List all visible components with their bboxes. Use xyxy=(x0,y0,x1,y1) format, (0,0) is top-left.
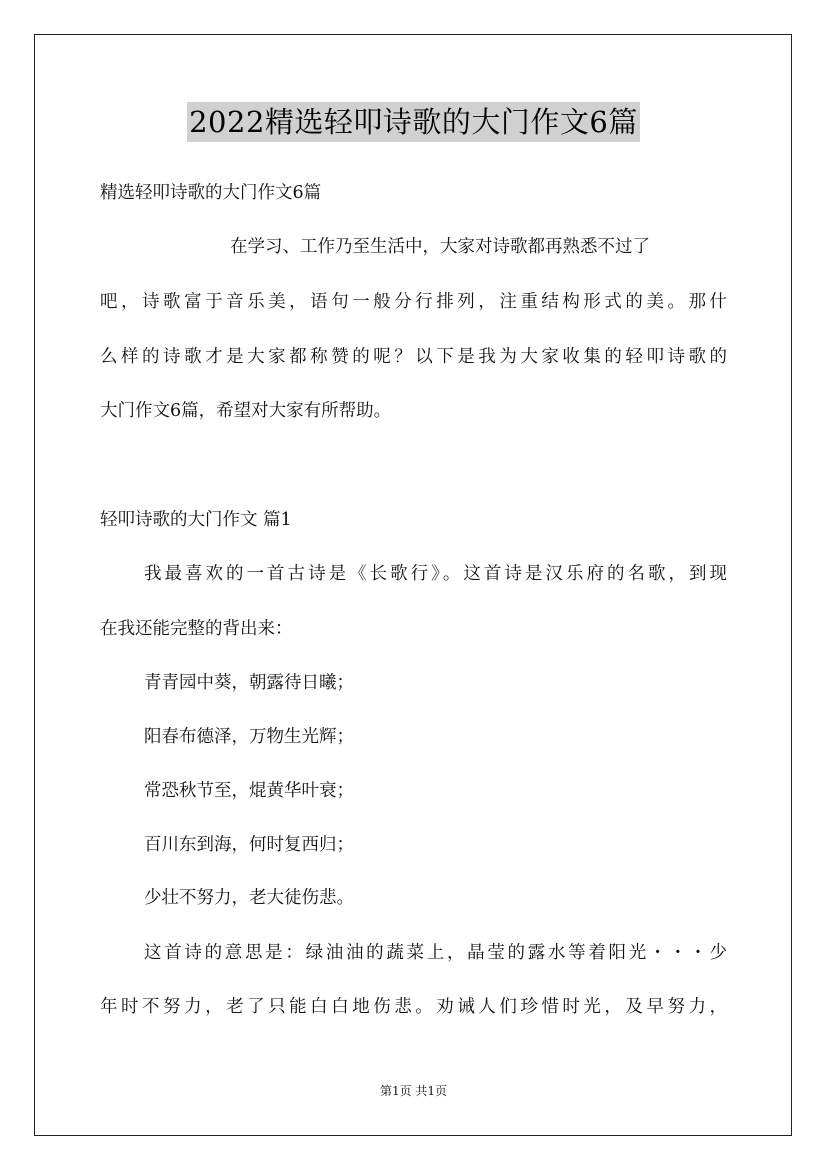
poem-line-5: 少壮不努力，老大徒伤悲。 xyxy=(144,888,354,908)
poem-line-2: 阳春布德泽，万物生光辉； xyxy=(144,727,354,747)
paragraph-line-2: 在我还能完整的背出来： xyxy=(100,619,293,639)
poem-line-4: 百川东到海，何时复西归； xyxy=(144,835,354,855)
intro-line-4: 大门作文6篇，希望对大家有所帮助。 xyxy=(100,401,392,421)
intro-line-2: 吧，诗歌富于音乐美，语句一般分行排列，注重结构形式的美。那什 xyxy=(100,292,727,312)
intro-line-1: 在学习、工作乃至生活中，大家对诗歌都再熟悉不过了 xyxy=(230,237,650,257)
document-subtitle: 精选轻叩诗歌的大门作文6篇 xyxy=(100,183,322,203)
poem-line-1: 青青园中葵，朝露待日曦； xyxy=(144,673,354,693)
section-heading: 轻叩诗歌的大门作文 篇1 xyxy=(100,510,292,530)
title-container xyxy=(0,102,827,142)
paragraph2-line-1: 这首诗的意思是：绿油油的蔬菜上，晶莹的露水等着阳光・・・少 xyxy=(144,943,727,963)
intro-line-3: 么样的诗歌才是大家都称赞的呢？以下是我为大家收集的轻叩诗歌的 xyxy=(100,347,727,367)
document-title: 2022精选轻叩诗歌的大门作文6篇 xyxy=(187,102,640,142)
page-footer: 第1页 共1页 xyxy=(379,1084,448,1098)
paragraph2-line-2: 年时不努力，老了只能白白地伤悲。劝诫人们珍惜时光，及早努力， xyxy=(100,997,727,1017)
poem-line-3: 常恐秋节至，焜黄华叶衰； xyxy=(144,781,354,801)
paragraph-line-1: 我最喜欢的一首古诗是《长歌行》。这首诗是汉乐府的名歌，到现 xyxy=(144,564,727,584)
